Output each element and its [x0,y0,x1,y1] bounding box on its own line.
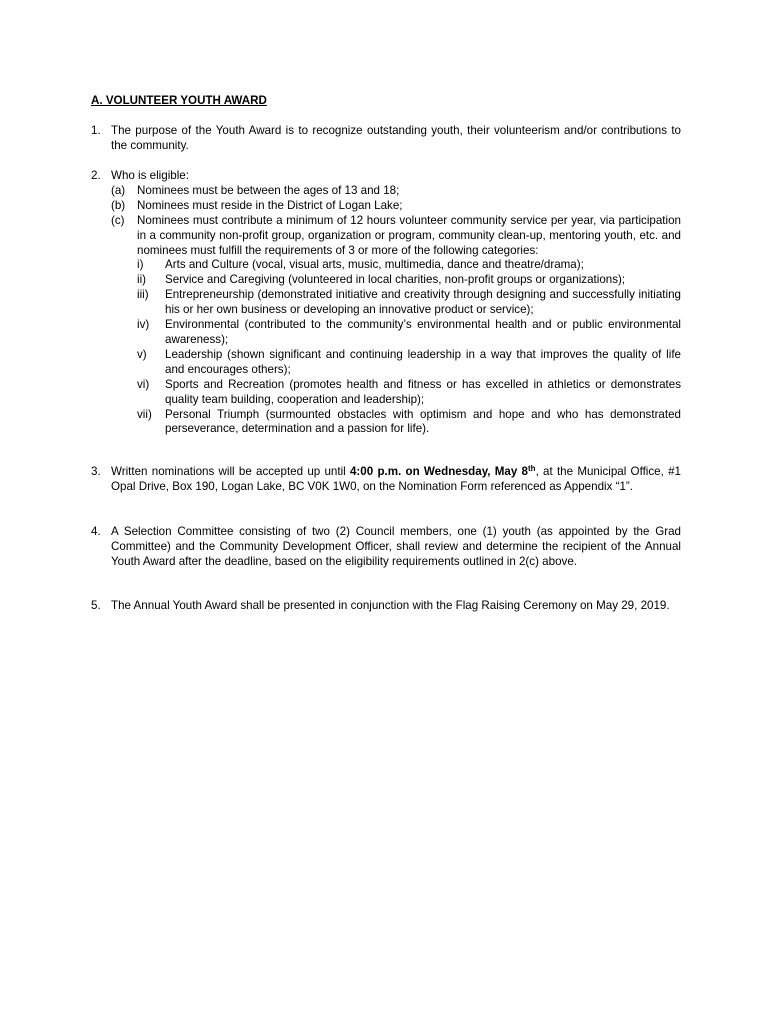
category-text: Sports and Recreation (promotes health and fitness or has excelled in athletics or demonstrates quality team building, cooperation and leadership); [165,377,681,406]
category-leadership [137,348,681,378]
category-entrepreneurship [137,288,681,318]
category-label: vii) [137,407,152,421]
item-text-part: , at the Municipal Office, #1 Opal Drive, Box 190, Logan Lake, BC V0K 1W0, on the Nomination Form referenced as Appendix “1”. [111,465,681,493]
sub-item-c [111,214,681,438]
item-text [111,465,681,495]
category-arts [137,258,681,273]
list-item-1 [91,124,681,154]
sub-item-b [111,199,681,214]
category-sports [137,378,681,408]
list-item-5 [91,599,681,614]
category-label: ii) [137,273,147,287]
item-number: 4. [91,525,101,538]
item-number: 2. [91,169,101,182]
sub-item-text: Nominees must contribute a minimum of 12 hours volunteer community service per year, via participation in a community non-profit group, organization or program, community clean-up, mentoring youth, etc. and nominees must fulfill the requirements of 3 or more of the following categories: [137,213,681,257]
category-text: Personal Triumph (surmounted obstacles with optimism and hope and who has demonstrated perseverance, determination and a passion for life). [165,407,681,436]
item-text-part: Written nominations will be accepted up until [111,465,350,478]
category-text: Leadership (shown significant and continuing leadership in a way that improves the quality of life and encourages others); [165,347,681,376]
sub-item-text: Nominees must reside in the District of Logan Lake; [137,198,403,212]
section-heading: A. VOLUNTEER YOUTH AWARD [91,94,267,107]
list-item-4 [91,525,681,570]
category-text: Environmental (contributed to the community’s environmental health and or public environmental awareness); [165,318,681,346]
category-service [137,273,681,288]
item-text: The Annual Youth Award shall be presented in conjunction with the Flag Raising Ceremony on May 29, 2019. [111,599,670,612]
sub-item-label: (b) [111,198,126,212]
category-label: i) [137,258,144,272]
category-personal-triumph [137,408,681,438]
category-label: vi) [137,377,150,391]
list-item-3 [91,465,681,495]
sub-item-label: (c) [111,213,125,227]
category-text: Arts and Culture (vocal, visual arts, music, multimedia, dance and theatre/drama); [165,258,584,272]
sub-item-label: (a) [111,183,126,197]
category-environmental [137,318,681,348]
item-text: A Selection Committee consisting of two (2) Council members, one (1) youth (as appointed by the Grad Committee) and the Community Development Officer, shall review and determine the recipient of the Annual Youth Award after the deadline, based on the eligibility requirements outlined in 2(c) above. [111,525,681,568]
sub-item-text: Nominees must be between the ages of 13 and 18; [137,183,400,197]
item-text: Who is eligible: [111,169,189,182]
item-text: The purpose of the Youth Award is to recognize outstanding youth, their volunteerism and/or contributions to the community. [111,124,681,152]
list-item-2 [91,169,681,437]
category-label: iii) [137,288,149,302]
item-number: 5. [91,599,101,612]
category-label: v) [137,347,147,361]
deadline-superscript: th [528,464,536,473]
item-number: 3. [91,465,101,478]
category-text: Entrepreneurship (demonstrated initiative and creativity through designing and successfully initiating his or her own business or developing an innovative product or service); [165,288,681,317]
deadline-text: 4:00 p.m. on Wednesday, May 8 [349,465,529,478]
sub-item-a [111,184,681,199]
category-label: iv) [137,318,150,332]
item-number: 1. [91,124,101,137]
category-text: Service and Caregiving (volunteered in local charities, non-profit groups or organizations); [165,273,626,287]
